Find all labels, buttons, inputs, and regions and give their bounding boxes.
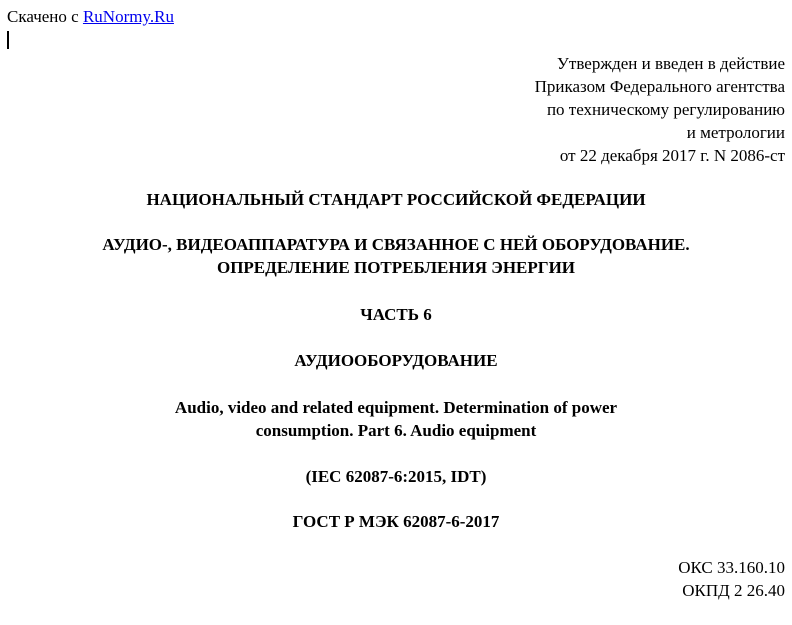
download-prefix: Скачено с bbox=[7, 7, 83, 26]
approval-line: Приказом Федерального агентства bbox=[534, 77, 785, 96]
iec-reference bbox=[0, 465, 792, 488]
download-source bbox=[7, 5, 174, 28]
english-title-line: consumption. Part 6. Audio equipment bbox=[255, 421, 537, 440]
okpd-code: ОКПД 2 26.40 bbox=[682, 581, 785, 600]
approval-line: Утвержден и введен в действие bbox=[556, 54, 785, 73]
subtitle-text: АУДИООБОРУДОВАНИЕ bbox=[294, 351, 498, 370]
approval-block bbox=[385, 52, 785, 167]
part-heading bbox=[0, 303, 792, 326]
subtitle-heading bbox=[0, 349, 792, 372]
runormy-link[interactable]: RuNormy.Ru bbox=[82, 7, 174, 26]
english-title bbox=[0, 396, 792, 442]
gost-text: ГОСТ Р МЭК 62087-6-2017 bbox=[292, 512, 500, 531]
classification-codes bbox=[485, 556, 785, 602]
heading-text: НАЦИОНАЛЬНЫЙ СТАНДАРТ РОССИЙСКОЙ ФЕДЕРАЦИИ bbox=[146, 190, 646, 209]
national-standard-heading bbox=[0, 188, 792, 211]
gost-designation bbox=[0, 510, 792, 533]
title-line: ОПРЕДЕЛЕНИЕ ПОТРЕБЛЕНИЯ ЭНЕРГИИ bbox=[216, 258, 576, 277]
title-line: АУДИО-, ВИДЕОАППАРАТУРА И СВЯЗАННОЕ С НЕЙ ОБОРУДОВАНИЕ. bbox=[102, 235, 690, 254]
oks-code: ОКС 33.160.10 bbox=[678, 558, 785, 577]
part-text: ЧАСТЬ 6 bbox=[360, 305, 432, 324]
approval-line: от 22 декабря 2017 г. N 2086-ст bbox=[559, 146, 785, 165]
english-title-line: Audio, video and related equipment. Determination of power bbox=[174, 398, 618, 417]
document-title bbox=[0, 233, 792, 279]
approval-line: по техническому регулированию bbox=[546, 100, 785, 119]
approval-line: и метрологии bbox=[686, 123, 785, 142]
text-cursor bbox=[7, 31, 9, 49]
iec-text: (IEC 62087-6:2015, IDT) bbox=[305, 467, 487, 486]
